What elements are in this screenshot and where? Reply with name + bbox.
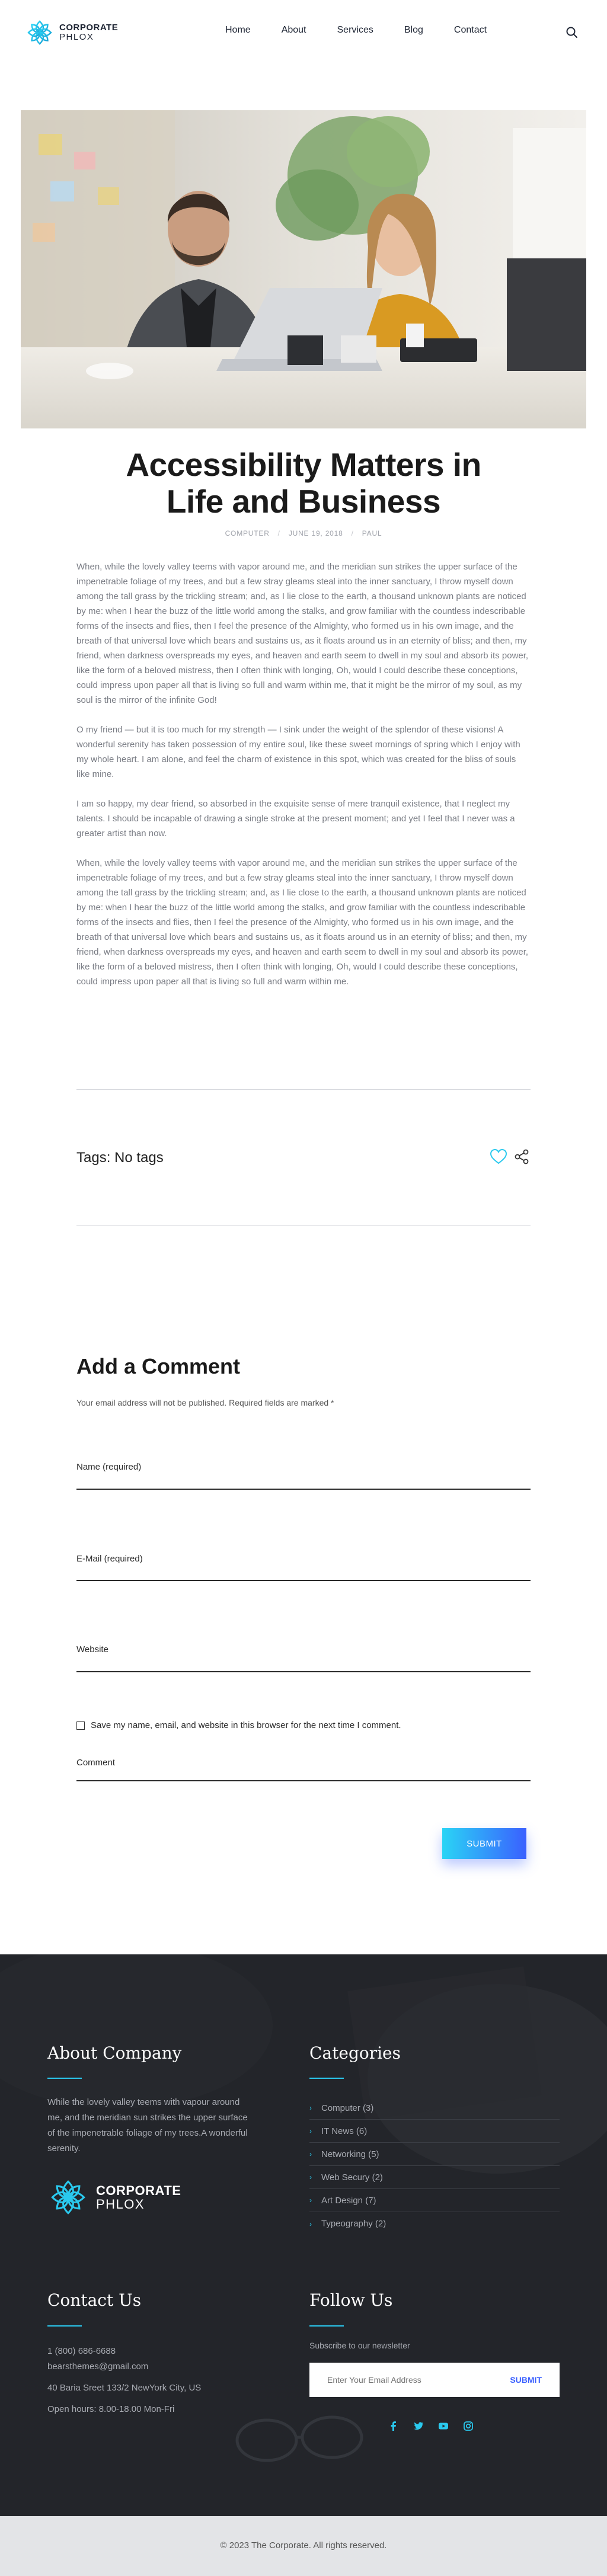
footer-logo-line1: CORPORATE: [96, 2183, 181, 2198]
save-info-checkbox[interactable]: [76, 1721, 85, 1730]
categories-underline: [309, 2078, 344, 2079]
about-title: About Company: [47, 2043, 182, 2063]
about-text: While the lovely valley teems with vapour around me, and the meridian sun strikes the upper surface of the impenetrable foliage of my trees.A wonderful serenity.: [47, 2097, 248, 2153]
post-title-line1: Accessibility Matters in: [126, 446, 481, 483]
category-item[interactable]: [309, 2212, 560, 2235]
nav-contact[interactable]: Contact: [453, 25, 487, 35]
contact-title: Contact Us: [47, 2290, 142, 2310]
comment-textarea-underline: [76, 1780, 531, 1781]
newsletter-form: [309, 2363, 560, 2397]
comment-textarea[interactable]: Comment: [76, 1758, 116, 1768]
paragraph: When, while the lovely valley teems with vapor around me, and the meridian sun strikes the upper surface of the impenetrable foliage of my trees, and but a few stray gleams steal into the inner sanctuary, I throw myself down among the tall grass by the trickling stream; and, as I lie close to the earth, a thousand unknown plants are noticed by me: when I hear the buzz of the little world among the stalks, and grow familiar with the countless indescribable forms of the insects and flies, then I feel the presence of the Almighty, who formed us in his own image, and the breath of that universal love which bears and sustains us, as it floats around us in an eternity of bliss; and then, my friend, when darkness overspreads my eyes, and heaven and earth seem to dwell in my soul and absorb its power, like the form of a beloved mistress, then I often think with longing, Oh, would I could describe these conceptions, could impress upon paper all that is living so full and warm within me.: [76, 858, 529, 987]
contact-email[interactable]: bearsthemes@gmail.com: [47, 2361, 149, 2372]
category-label: IT News (6): [321, 2126, 368, 2136]
nav-about[interactable]: About: [281, 25, 306, 35]
about-underline: [47, 2078, 82, 2079]
logo-text: [59, 23, 118, 42]
name-field[interactable]: Name (required): [76, 1462, 142, 1472]
category-item[interactable]: [309, 2166, 560, 2189]
post-title: [66, 446, 541, 520]
category-item[interactable]: [309, 2189, 560, 2212]
save-info-row: [76, 1720, 401, 1730]
copyright-text: © 2023 The Corporate. All rights reserved.: [220, 2540, 387, 2551]
post-title-line2: Life and Business: [166, 483, 441, 520]
post-content: [76, 559, 531, 1004]
site-logo[interactable]: [25, 18, 118, 47]
category-label: Networking (5): [321, 2149, 379, 2159]
meta-separator: /: [351, 529, 354, 537]
nav-home[interactable]: Home: [225, 25, 251, 35]
post-tags: Tags: No tags: [76, 1150, 164, 1166]
categories-list: [309, 2097, 560, 2235]
contact-underline: [47, 2325, 82, 2327]
categories-title: Categories: [309, 2043, 401, 2063]
subscribe-text: Subscribe to our newsletter: [309, 2341, 410, 2350]
chevron-right-icon: ›: [309, 2150, 312, 2158]
newsletter-email-input[interactable]: [327, 2375, 481, 2385]
site-header: [0, 0, 607, 66]
follow-underline: [309, 2325, 344, 2327]
meta-separator: /: [277, 529, 280, 537]
follow-title: Follow Us: [309, 2290, 393, 2310]
nav-services[interactable]: Services: [337, 25, 373, 35]
website-field-underline: [76, 1671, 531, 1672]
twitter-icon[interactable]: [413, 2420, 424, 2432]
share-icon[interactable]: [513, 1148, 530, 1165]
meta-author[interactable]: PAUL: [362, 529, 382, 537]
hero-image: [21, 110, 586, 428]
flower-logo-icon: [25, 18, 55, 47]
paragraph: I am so happy, my dear friend, so absorbed in the exquisite sense of mere tranquil existence, that I neglect my talents. I should be incapable of drawing a single stroke at the present moment; and yet I feel that I never was a greater artist than now.: [76, 799, 515, 839]
chevron-right-icon: ›: [309, 2173, 312, 2181]
divider: [76, 1089, 531, 1090]
meta-date: JUNE 19, 2018: [288, 529, 343, 537]
footer-logo-line2: PHLOX: [96, 2197, 145, 2212]
category-label: Art Design (7): [321, 2195, 376, 2206]
facebook-icon[interactable]: [388, 2420, 400, 2432]
paragraph: O my friend — but it is too much for my strength — I sink under the weight of the splendor of these visions! A wonderful serenity has taken possession of my entire soul, like these sweet mornings of spring which I enjoy with my whole heart. I am alone, and feel the charm of existence in this spot, which was created for the bliss of souls like mine.: [76, 725, 520, 779]
social-links: [388, 2420, 474, 2432]
email-field-underline: [76, 1580, 531, 1581]
nav-blog[interactable]: Blog: [404, 25, 423, 35]
youtube-icon[interactable]: [437, 2420, 449, 2432]
footer-background-image: [0, 1954, 607, 2516]
search-icon[interactable]: [566, 26, 579, 39]
flower-logo-icon: [47, 2177, 89, 2218]
category-label: Computer (3): [321, 2103, 374, 2113]
contact-phone[interactable]: 1 (800) 686-6688: [47, 2346, 116, 2356]
comment-note: Your email address will not be published. Required fields are marked *: [76, 1398, 334, 1407]
website-field[interactable]: Website: [76, 1644, 108, 1655]
site-footer: [0, 1954, 607, 2516]
category-label: Web Secury (2): [321, 2172, 383, 2183]
save-info-label: Save my name, email, and website in this browser for the next time I comment.: [91, 1720, 401, 1730]
logo-line2: PHLOX: [59, 32, 94, 42]
chevron-right-icon: ›: [309, 2219, 312, 2228]
main-nav: [225, 25, 487, 36]
heart-icon[interactable]: [490, 1148, 507, 1165]
chevron-right-icon: ›: [309, 2196, 312, 2204]
meta-category[interactable]: COMPUTER: [225, 529, 270, 537]
footer-logo[interactable]: [47, 2177, 181, 2218]
category-item[interactable]: [309, 2120, 560, 2143]
category-item[interactable]: [309, 2097, 560, 2120]
footer-logo-text: [96, 2184, 181, 2211]
chevron-right-icon: ›: [309, 2104, 312, 2112]
newsletter-submit-button[interactable]: SUBMIT: [510, 2375, 542, 2385]
submit-comment-button[interactable]: SUBMIT: [442, 1828, 526, 1859]
contact-hours: Open hours: 8.00-18.00 Mon-Fri: [47, 2404, 175, 2414]
email-field[interactable]: E-Mail (required): [76, 1554, 143, 1564]
instagram-icon[interactable]: [462, 2420, 474, 2432]
paragraph: When, while the lovely valley teems with vapor around me, and the meridian sun strikes the upper surface of the impenetrable foliage of my trees, and but a few stray gleams steal into the inner sanctuary, I throw myself down among the tall grass by the trickling stream; and, as I lie close to the earth, a thousand unknown plants are noticed by me: when I hear the buzz of the little world among the stalks, and grow familiar with the countless indescribable forms of the insects and flies, then I feel the presence of the Almighty, who formed us in his own image, and the breath of that universal love which bears and sustains us, as it floats around us in an eternity of bliss; and then, my friend, when darkness overspreads my eyes, and heaven and earth seem to dwell in my soul and absorb its power, like the form of a beloved mistress, then I often think with longing, Oh, would I could describe these conceptions, could impress upon paper all that is living so full and warm within me, that it might be the mirror of my soul, as my soul is the mirror of the infinite God!: [76, 562, 529, 705]
category-item[interactable]: [309, 2143, 560, 2166]
chevron-right-icon: ›: [309, 2127, 312, 2135]
divider: [76, 1225, 531, 1226]
contact-address: 40 Baria Sreet 133/2 NewYork City, US: [47, 2383, 202, 2393]
name-field-underline: [76, 1489, 531, 1490]
post-meta: [0, 529, 607, 537]
comment-title: Add a Comment: [76, 1354, 241, 1378]
logo-line1: CORPORATE: [59, 23, 119, 33]
category-label: Typeography (2): [321, 2219, 386, 2229]
